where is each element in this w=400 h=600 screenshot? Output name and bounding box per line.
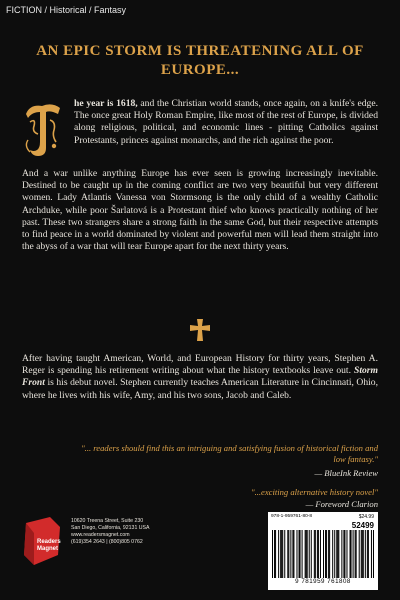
cross-ornament-icon: [188, 318, 212, 342]
barcode-bar: [302, 530, 303, 578]
publisher-web: www.readersmagnet.com: [71, 532, 130, 538]
barcode-bar: [272, 530, 273, 578]
barcode-bar: [288, 530, 289, 578]
price-label: $24.99: [358, 514, 374, 520]
dropcap-ornament-icon: [22, 100, 64, 160]
bio-text-a: After having taught American, World, and European History for thirty years, Stephen A. Reger is spending his retirement writing about what the history textbooks leave out.: [22, 353, 378, 377]
genre-label: FICTION / Historical / Fantasy: [6, 5, 127, 15]
bio-text-b: is his debut novel. Stephen currently teaches American Literature in Cincinnati, Ohio, where he lives with his wife, Amy, and his two sons, Jacob and Caleb.: [22, 377, 378, 401]
address-line-2: San Diego, California, 92131 USA: [71, 525, 150, 531]
review-quote-2: "...exciting alternative history novel": [250, 487, 378, 497]
barcode-bar: [338, 530, 339, 578]
barcode-digits: 9 781959 761808: [295, 578, 351, 585]
barcode-bar: [292, 530, 293, 578]
barcode-bar: [306, 530, 307, 578]
barcode-bar: [356, 530, 357, 578]
barcode-bar: [325, 530, 326, 578]
barcode-bar: [361, 530, 362, 578]
publisher-phone: (619)354 2643 | (800)805 0762: [71, 539, 143, 545]
synopsis-paragraph: And a war unlike anything Europe has ever seen is growing increasingly inevitable. Destined to be caught up in the coming conflict are two very beautiful but very different women. Lady Atlantis Vanessa von Stormsong is the only child of a wealthy Catholic Archduke, while poor Šarlatová is a Protestant thief who knows practically nothing of her past. These two strangers share a strong faith in the same God, but their respective attempts to find peace in a world dominated by violent and powerful men will lead them straight into the abyss of a war that will tear Europe apart for the next thirty years.: [22, 168, 378, 253]
barcode-bar: [317, 530, 318, 578]
barcode-bar: [359, 530, 360, 578]
barcode-bar: [299, 530, 300, 578]
barcode-bar: [311, 530, 312, 578]
barcode-bar: [336, 530, 337, 578]
review-source-2: — Foreword Clarion: [305, 499, 378, 509]
barcode-bar: [362, 530, 363, 578]
barcode-bar: [314, 530, 315, 578]
barcode-bar: [307, 530, 308, 578]
barcode-bar: [318, 530, 319, 578]
barcode-bar: [355, 530, 356, 578]
barcode-bar: [346, 530, 347, 578]
barcode-bar: [296, 530, 297, 578]
barcode-bar: [351, 530, 352, 578]
barcode-bar: [300, 530, 301, 578]
barcode-bar: [309, 530, 310, 578]
intro-paragraph: [74, 98, 378, 147]
barcode-bar: [305, 530, 306, 578]
review-source-1: — BlueInk Review: [314, 468, 378, 478]
barcode-bar: [284, 530, 285, 578]
barcode-box: [268, 512, 378, 590]
barcode-bar: [328, 530, 329, 578]
barcode-bar: [287, 530, 288, 578]
barcode-bar: [274, 530, 275, 578]
price-code: 52499: [351, 521, 374, 530]
barcode-bar: [278, 530, 279, 578]
barcode-bar: [368, 530, 369, 578]
barcode-bar: [367, 530, 368, 578]
barcode-bar: [334, 530, 335, 578]
barcode-bar: [293, 530, 294, 578]
barcode-bar: [337, 530, 338, 578]
barcode-bar: [315, 530, 316, 578]
review-quote-1: "... readers should find this an intriguing and satisfying fusion of historical fiction and low fantasy.": [81, 443, 378, 464]
logo-text-2: Magnet: [37, 546, 58, 552]
isbn-label: 978-1-959761-80-8: [271, 514, 313, 519]
barcode-bar: [341, 530, 342, 578]
book-title: Storm Front: [22, 365, 378, 389]
barcode-bar: [371, 530, 372, 578]
barcode-bar: [343, 530, 344, 578]
publisher-address: [71, 518, 149, 546]
logo-text-1: Readers: [37, 539, 61, 545]
intro-lead: he year is 1618,: [74, 98, 138, 109]
barcode-bar: [350, 530, 351, 578]
barcode-bar: [373, 530, 374, 578]
barcode-bar: [363, 530, 364, 578]
barcode-bar: [282, 530, 283, 578]
barcode-bar: [280, 530, 281, 578]
barcode-bar: [323, 530, 324, 578]
barcode-bar: [290, 530, 291, 578]
author-bio: [22, 353, 378, 402]
address-line-1: 10620 Treena Street, Suite 230: [71, 518, 144, 524]
barcode-icon: [272, 530, 374, 578]
barcode-bar: [281, 530, 282, 578]
barcode-bar: [326, 530, 327, 578]
barcode-bar: [329, 530, 330, 578]
barcode-bar: [365, 530, 366, 578]
barcode-bar: [320, 530, 321, 578]
barcode-bar: [332, 530, 333, 578]
intro-rest: and the Christian world stands, once again, on a knife's edge. The once great Holy Roman Empire, like most of the rest of Europe, is divided along religious, political, and economic lines - pitting Catholics against Protestants, princes against monarchs, and the rich against the poor.: [74, 98, 379, 146]
barcode-bar: [353, 530, 354, 578]
publisher-logo-icon: [20, 515, 64, 567]
headline: AN EPIC STORM IS THREATENING ALL OF EUROPE...: [36, 43, 364, 78]
barcode-bar: [275, 530, 276, 578]
barcode-bar: [344, 530, 345, 578]
